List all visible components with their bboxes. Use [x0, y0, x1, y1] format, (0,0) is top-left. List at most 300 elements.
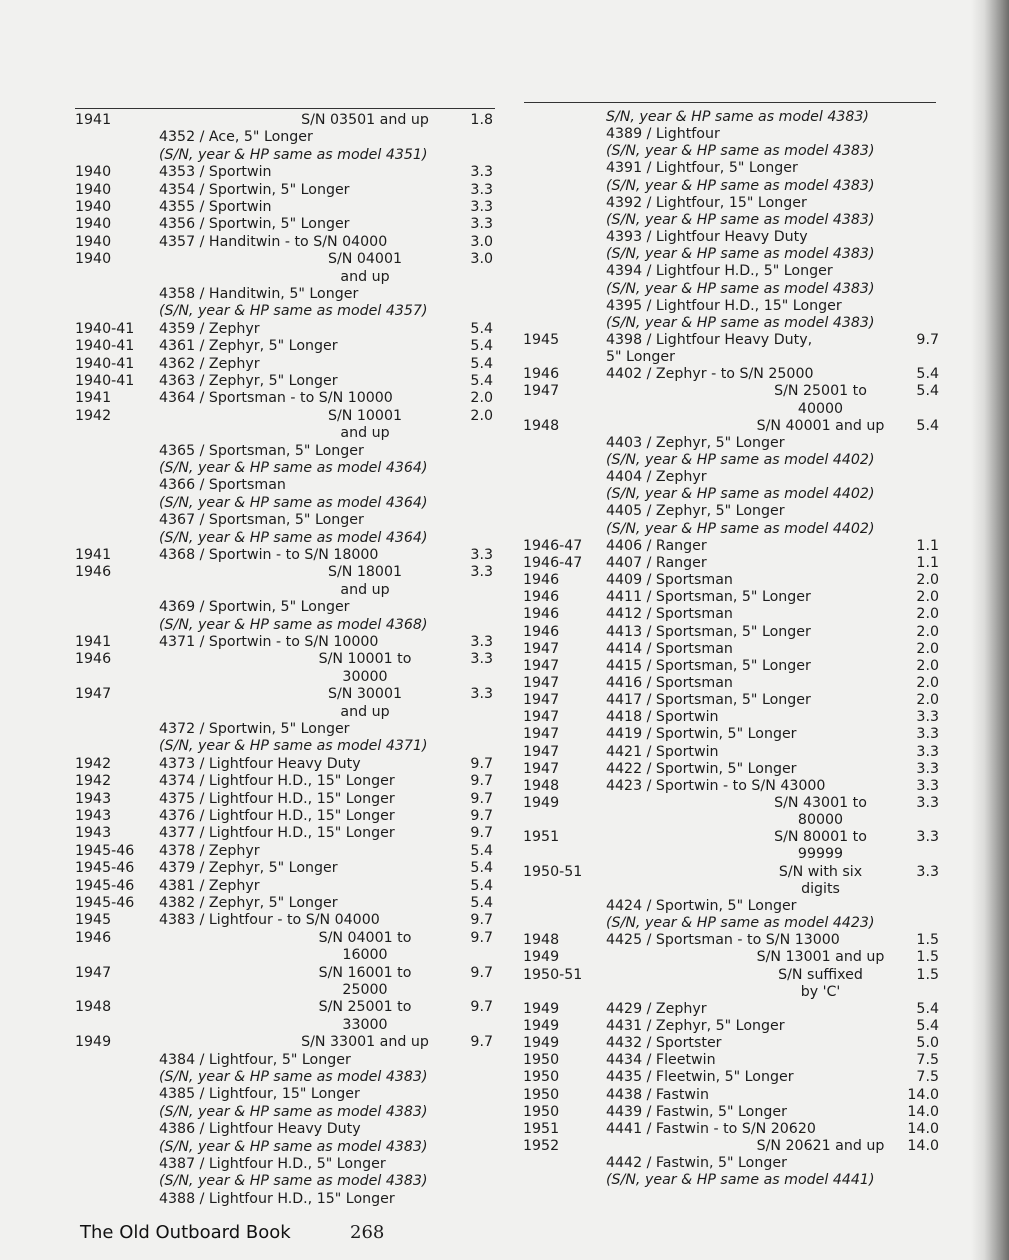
year-cell: 1947: [523, 674, 560, 691]
model-cell: 4365 / Sportsman, 5" Longer: [159, 442, 364, 459]
listing-row: [75, 599, 495, 616]
listing-row: [75, 878, 495, 895]
listing-row: [75, 199, 495, 216]
listing-row: [75, 895, 495, 912]
model-cell: 4438 / Fastwin: [606, 1086, 709, 1103]
year-cell: 1950-51: [523, 966, 583, 983]
listing-row: [523, 349, 943, 366]
listing-row: [523, 898, 943, 915]
model-note: (S/N, year & HP same as model 4383): [606, 280, 875, 297]
hp-cell: 5.4: [470, 355, 493, 372]
listing-row: [523, 984, 943, 1001]
listing-row: [523, 263, 943, 280]
year-cell: 1947: [523, 657, 560, 674]
year-cell: 1940: [75, 216, 112, 233]
serial-range: 33000: [342, 1016, 388, 1033]
model-cell: 4384 / Lightfour, 5" Longer: [159, 1051, 351, 1068]
model-cell: 4412 / Sportsman: [606, 606, 733, 623]
listing-row: [75, 269, 495, 286]
serial-range: S/N 04001 to: [318, 929, 412, 946]
model-cell: 4372 / Sportwin, 5" Longer: [159, 721, 350, 737]
hp-cell: 9.7: [916, 331, 939, 348]
model-note: (S/N, year & HP same as model 4357): [159, 303, 428, 320]
year-cell: 1946: [523, 623, 560, 640]
year-cell: 1947: [75, 964, 112, 981]
year-cell: 1942: [75, 407, 112, 424]
year-cell: 1946: [523, 366, 560, 383]
listing-row: [523, 1001, 943, 1018]
book-spine-shadow: [971, 0, 1009, 1260]
model-cell: 4417 / Sportsman, 5" Longer: [606, 692, 811, 709]
listing-row: [75, 651, 495, 668]
listing-row: [75, 356, 495, 373]
hp-cell: 5.4: [916, 417, 939, 434]
listing-row: [523, 160, 943, 177]
hp-cell: 3.3: [470, 634, 493, 650]
year-cell: 1950: [523, 1086, 560, 1103]
year-cell: 1949: [523, 1000, 560, 1017]
model-cell: 4353 / Sportwin: [159, 164, 272, 181]
listing-row: [75, 808, 495, 825]
model-cell: 4414 / Sportsman: [606, 640, 733, 657]
listing-row: [75, 373, 495, 390]
listing-row: [523, 967, 943, 984]
listing-row: [75, 1191, 495, 1208]
listing-row: [523, 315, 943, 332]
listing-row: [75, 182, 495, 199]
listing-row: [523, 332, 943, 349]
year-cell: 1942: [75, 755, 112, 772]
hp-cell: 3.0: [470, 233, 493, 250]
year-cell: 1941: [75, 112, 112, 128]
hp-cell: 5.4: [470, 860, 493, 877]
listing-row: [75, 1173, 495, 1190]
model-cell: 4371 / Sportwin - to S/N 10000: [159, 634, 379, 650]
model-cell: 4359 / Zephyr: [159, 320, 260, 337]
listing-row: [523, 812, 943, 829]
year-cell: 1947: [75, 686, 112, 703]
listing-row: [523, 1155, 943, 1172]
model-note: (S/N, year & HP same as model 4383): [159, 1138, 428, 1155]
year-cell: 1940-41: [75, 338, 135, 355]
hp-cell: 1.1: [916, 537, 939, 554]
model-cell: 4406 / Ranger: [606, 537, 707, 554]
model-cell: 4395 / Lightfour H.D., 15" Longer: [606, 297, 842, 314]
year-cell: 1946: [523, 606, 560, 623]
listing-row: [523, 846, 943, 863]
model-cell: 4432 / Sportster: [606, 1035, 722, 1052]
year-cell: 1949: [523, 795, 560, 811]
hp-cell: 9.7: [470, 1034, 493, 1051]
model-cell: 4367 / Sportsman, 5" Longer: [159, 512, 364, 529]
hp-cell: 3.3: [470, 181, 493, 198]
listing-row: [523, 864, 943, 881]
model-cell: 4441 / Fastwin - to S/N 20620: [606, 1120, 816, 1137]
model-cell: 4386 / Lightfour Heavy Duty: [159, 1121, 361, 1138]
model-note: (S/N, year & HP same as model 4402): [606, 520, 875, 537]
year-cell: 1943: [75, 808, 112, 824]
model-cell: 4387 / Lightfour H.D., 5" Longer: [159, 1156, 386, 1172]
model-note: (S/N, year & HP same as model 4383): [606, 314, 875, 331]
model-cell: 4439 / Fastwin, 5" Longer: [606, 1103, 787, 1120]
serial-range: S/N 43001 to: [774, 795, 867, 811]
listing-row: [75, 999, 495, 1016]
year-cell: 1941: [75, 547, 112, 563]
serial-range: S/N with six: [778, 863, 863, 880]
listing-row: [75, 408, 495, 425]
model-cell: 4358 / Handitwin, 5" Longer: [159, 286, 359, 302]
listing-row: [75, 286, 495, 303]
hp-cell: 3.3: [470, 651, 493, 668]
year-cell: 1940-41: [75, 355, 135, 372]
listing-row: [523, 692, 943, 709]
listing-row: [75, 1104, 495, 1121]
model-cell: 4375 / Lightfour H.D., 15" Longer: [159, 790, 395, 807]
hp-cell: 9.7: [470, 912, 493, 929]
model-cell: 4409 / Sportsman: [606, 572, 733, 589]
listing-row: [523, 829, 943, 846]
year-cell: 1951: [523, 1120, 560, 1137]
serial-range: 40000: [797, 400, 844, 417]
model-cell: 4403 / Zephyr, 5" Longer: [606, 434, 785, 451]
year-cell: 1948: [523, 777, 560, 794]
serial-range: 16000: [342, 947, 388, 964]
model-note: (S/N, year & HP same as model 4441): [606, 1172, 875, 1189]
year-cell: 1941: [75, 390, 112, 407]
hp-cell: 5.4: [916, 366, 939, 383]
listing-row: [523, 503, 943, 520]
hp-cell: 3.3: [470, 216, 493, 233]
year-cell: 1946: [75, 651, 112, 668]
footer-page-number: 268: [350, 1222, 385, 1243]
listing-row: [523, 109, 943, 126]
year-cell: 1948: [523, 417, 560, 434]
model-note: (S/N, year & HP same as model 4402): [606, 452, 875, 468]
listing-row: [523, 932, 943, 949]
model-note: (S/N, year & HP same as model 4364): [159, 460, 428, 476]
hp-cell: 3.3: [470, 199, 493, 215]
year-cell: 1952: [523, 1138, 560, 1154]
model-cell: 4392 / Lightfour, 15" Longer: [606, 194, 807, 211]
model-cell: 4404 / Zephyr: [606, 469, 707, 486]
listing-row: [75, 303, 495, 320]
listing-row: [523, 658, 943, 675]
listing-row: [75, 773, 495, 790]
hp-cell: 2.0: [916, 572, 939, 589]
year-cell: 1945-46: [75, 842, 135, 859]
hp-cell: 2.0: [916, 606, 939, 623]
serial-range: digits: [801, 880, 840, 897]
listing-row: [75, 512, 495, 529]
year-cell: 1947: [523, 383, 560, 400]
model-cell: 4385 / Lightfour, 15" Longer: [159, 1086, 360, 1103]
listing-row: [523, 778, 943, 795]
year-cell: 1947: [523, 709, 560, 726]
model-cell: 4407 / Ranger: [606, 554, 707, 571]
serial-range: and up: [340, 581, 390, 598]
model-cell: 4364 / Sportsman - to S/N 10000: [159, 390, 393, 407]
model-cell: 4376 / Lightfour H.D., 15" Longer: [159, 808, 395, 824]
listing-row: [75, 1069, 495, 1086]
listing-row: [75, 669, 495, 686]
model-cell: 4373 / Lightfour Heavy Duty: [159, 755, 361, 772]
listing-row: [75, 234, 495, 251]
listing-row: [523, 1104, 943, 1121]
listing-row: [523, 418, 943, 435]
listing-row: [75, 1156, 495, 1173]
listing-row: [523, 1138, 943, 1155]
year-cell: 1940: [75, 199, 112, 215]
model-cell: 4394 / Lightfour H.D., 5" Longer: [606, 263, 833, 280]
listing-row: [75, 738, 495, 755]
hp-cell: 9.7: [470, 825, 493, 842]
listing-row: [523, 589, 943, 606]
model-cell: 4424 / Sportwin, 5" Longer: [606, 897, 797, 914]
model-cell: 4354 / Sportwin, 5" Longer: [159, 181, 350, 198]
year-cell: 1950: [523, 1103, 560, 1120]
model-cell: 4405 / Zephyr, 5" Longer: [606, 503, 785, 520]
hp-cell: 3.3: [916, 777, 939, 794]
serial-range: 25000: [342, 982, 388, 998]
year-cell: 1940: [75, 181, 112, 198]
serial-range: S/N 25001 to: [318, 999, 412, 1016]
hp-cell: 5.4: [470, 895, 493, 911]
year-cell: 1940: [75, 251, 112, 268]
hp-cell: 3.3: [470, 564, 493, 581]
hp-cell: 5.4: [916, 383, 939, 400]
serial-range: S/N 03501 and up: [301, 112, 429, 128]
listing-row: [523, 281, 943, 298]
listing-row: [75, 704, 495, 721]
footer-book-title: The Old Outboard Book: [80, 1222, 291, 1243]
listing-row: [523, 212, 943, 229]
listing-row: [75, 634, 495, 651]
listing-row: [75, 390, 495, 407]
year-cell: 1949: [523, 949, 560, 966]
hp-cell: 2.0: [470, 390, 493, 407]
listing-row: [523, 538, 943, 555]
year-cell: 1942: [75, 773, 112, 790]
hp-cell: 1.1: [916, 554, 939, 571]
hp-cell: 3.3: [470, 686, 493, 703]
year-cell: 1950-51: [523, 863, 583, 880]
hp-cell: 1.5: [916, 932, 939, 949]
hp-cell: 3.0: [470, 251, 493, 268]
serial-range: S/N 16001 to: [318, 964, 412, 981]
listing-row: [75, 686, 495, 703]
hp-cell: 5.4: [470, 877, 493, 894]
listing-row: [523, 195, 943, 212]
listing-row: [523, 606, 943, 623]
model-note: (S/N, year & HP same as model 4364): [159, 494, 428, 511]
year-cell: 1945: [523, 331, 560, 348]
model-cell: 4423 / Sportwin - to S/N 43000: [606, 777, 826, 794]
model-cell: 4389 / Lightfour: [606, 126, 720, 143]
model-note: (S/N, year & HP same as model 4364): [159, 529, 428, 546]
hp-cell: 5.4: [470, 320, 493, 337]
hp-cell: 5.4: [916, 1000, 939, 1017]
model-cell: 4421 / Sportwin: [606, 743, 719, 760]
year-cell: 1947: [523, 692, 560, 709]
model-note: (S/N, year & HP same as model 4383): [606, 211, 875, 228]
model-cell: 4422 / Sportwin, 5" Longer: [606, 760, 797, 777]
serial-range: S/N suffixed: [778, 966, 863, 983]
listing-row: [523, 1087, 943, 1104]
listing-row: [523, 881, 943, 898]
model-cell: 4381 / Zephyr: [159, 877, 260, 894]
listing-row: [523, 401, 943, 418]
year-cell: 1949: [523, 1017, 560, 1034]
serial-range: by 'C': [800, 983, 841, 1000]
model-cell: 4431 / Zephyr, 5" Longer: [606, 1017, 785, 1034]
listing-row: [523, 1035, 943, 1052]
serial-range: 99999: [797, 846, 844, 863]
listing-row: [75, 1017, 495, 1034]
model-cell: 4368 / Sportwin - to S/N 18000: [159, 547, 379, 563]
listing-row: [523, 761, 943, 778]
model-cell: 4413 / Sportsman, 5" Longer: [606, 623, 811, 640]
listing-row: [523, 1172, 943, 1189]
serial-range: S/N 30001: [327, 686, 403, 703]
listing-row: [75, 216, 495, 233]
listing-row: [523, 521, 943, 538]
serial-range: S/N 10001: [327, 407, 403, 424]
listing-row: [75, 425, 495, 442]
year-cell: 1947: [523, 760, 560, 777]
serial-range: S/N 18001: [327, 564, 403, 581]
year-cell: 1948: [75, 999, 112, 1016]
listing-row: [75, 843, 495, 860]
hp-cell: 5.4: [470, 373, 493, 389]
year-cell: 1945-46: [75, 895, 135, 911]
hp-cell: 3.3: [916, 795, 939, 811]
hp-cell: 14.0: [907, 1103, 939, 1120]
model-cell: 4418 / Sportwin: [606, 709, 719, 726]
listing-row: [523, 246, 943, 263]
hp-cell: 2.0: [916, 657, 939, 674]
listing-row: [75, 1121, 495, 1138]
hp-cell: 5.4: [916, 1017, 939, 1034]
listing-row: [523, 744, 943, 761]
model-cell: 4434 / Fleetwin: [606, 1052, 716, 1069]
year-cell: 1943: [75, 825, 112, 842]
model-cell: 4357 / Handitwin - to S/N 04000: [159, 233, 388, 250]
listing-row: [523, 555, 943, 572]
year-cell: 1940: [75, 164, 112, 181]
serial-range: S/N 40001 and up: [756, 417, 885, 434]
model-cell: 5" Longer: [606, 349, 675, 366]
model-cell: 4411 / Sportsman, 5" Longer: [606, 589, 811, 606]
model-cell: 4363 / Zephyr, 5" Longer: [159, 373, 338, 389]
year-cell: 1946-47: [523, 537, 583, 554]
model-note: (S/N, year & HP same as model 4383): [606, 246, 875, 263]
hp-cell: 5.4: [470, 338, 493, 355]
model-note: (S/N, year & HP same as model 4351): [159, 146, 428, 163]
year-cell: 1943: [75, 790, 112, 807]
hp-cell: 2.0: [916, 692, 939, 709]
hp-cell: 9.7: [470, 929, 493, 946]
year-cell: 1940-41: [75, 373, 135, 389]
year-cell: 1949: [523, 1035, 560, 1052]
listing-row: [75, 1086, 495, 1103]
listing-row: [523, 469, 943, 486]
listing-row: [75, 825, 495, 842]
model-note: (S/N, year & HP same as model 4402): [606, 486, 875, 503]
listing-row: [75, 1139, 495, 1156]
model-note: (S/N, year & HP same as model 4423): [606, 915, 875, 932]
model-note: (S/N, year & HP same as model 4383): [606, 143, 875, 160]
year-cell: 1946-47: [523, 554, 583, 571]
model-cell: 4393 / Lightfour Heavy Duty: [606, 229, 808, 246]
listing-row: [523, 1018, 943, 1035]
hp-cell: 5.4: [470, 842, 493, 859]
year-cell: 1950: [523, 1069, 560, 1086]
serial-range: and up: [340, 268, 390, 285]
serial-range: S/N 80001 to: [774, 829, 867, 846]
hp-cell: 1.8: [470, 112, 493, 128]
model-cell: 4391 / Lightfour, 5" Longer: [606, 160, 798, 177]
model-cell: 4398 / Lightfour Heavy Duty,: [606, 331, 813, 348]
year-cell: 1947: [523, 726, 560, 743]
hp-cell: 9.7: [470, 999, 493, 1016]
serial-range: S/N 13001 and up: [756, 949, 885, 966]
listing-row: [75, 982, 495, 999]
model-cell: 4415 / Sportsman, 5" Longer: [606, 657, 811, 674]
serial-range: and up: [340, 703, 390, 720]
model-cell: 4382 / Zephyr, 5" Longer: [159, 895, 338, 911]
year-cell: 1941: [75, 634, 112, 650]
serial-range: S/N 20621 and up: [756, 1138, 885, 1154]
model-cell: 4361 / Zephyr, 5" Longer: [159, 338, 338, 355]
model-cell: 4435 / Fleetwin, 5" Longer: [606, 1069, 794, 1086]
hp-cell: 5.0: [916, 1035, 939, 1052]
hp-cell: 3.3: [916, 760, 939, 777]
hp-cell: 3.3: [470, 547, 493, 563]
hp-cell: 9.7: [470, 773, 493, 790]
model-cell: 4366 / Sportsman: [159, 477, 286, 494]
listing-row: [75, 129, 495, 146]
model-note: (S/N, year & HP same as model 4368): [159, 616, 428, 633]
listing-row: [75, 530, 495, 547]
hp-cell: 14.0: [907, 1138, 939, 1154]
listing-row: [75, 791, 495, 808]
serial-range: S/N 33001 and up: [301, 1034, 429, 1051]
model-note: (S/N, year & HP same as model 4383): [159, 1069, 428, 1085]
listing-row: [523, 709, 943, 726]
listing-row: [75, 321, 495, 338]
model-cell: 4356 / Sportwin, 5" Longer: [159, 216, 350, 233]
listing-row: [523, 624, 943, 641]
hp-cell: 9.7: [470, 790, 493, 807]
listing-row: [523, 229, 943, 246]
listing-row: [523, 178, 943, 195]
year-cell: 1945-46: [75, 860, 135, 877]
listing-row: [75, 965, 495, 982]
listing-row: [75, 582, 495, 599]
model-cell: 4374 / Lightfour H.D., 15" Longer: [159, 773, 395, 790]
listing-row: [523, 572, 943, 589]
model-cell: 4416 / Sportsman: [606, 674, 733, 691]
year-cell: 1946: [523, 589, 560, 606]
model-cell: 4442 / Fastwin, 5" Longer: [606, 1155, 787, 1172]
listing-row: [523, 452, 943, 469]
listing-row: [523, 1121, 943, 1138]
listing-row: [75, 164, 495, 181]
hp-cell: 2.0: [470, 407, 493, 424]
listing-row: [523, 298, 943, 315]
listing-row: [523, 486, 943, 503]
listing-row: [523, 126, 943, 143]
